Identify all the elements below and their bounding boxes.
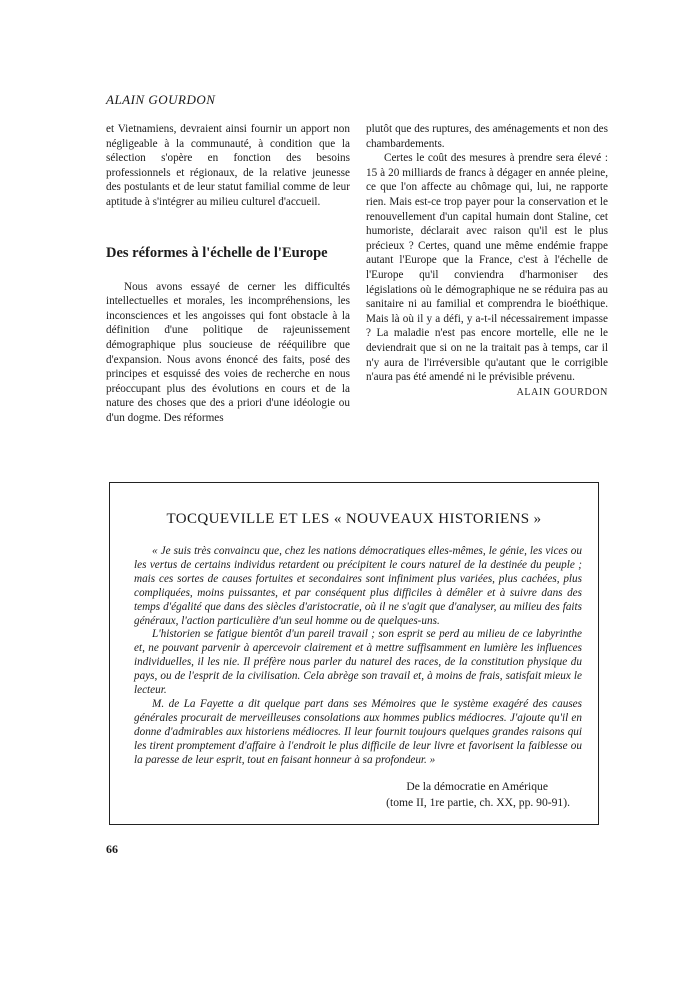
article-paragraph: Nous avons essayé de cerner les difficultés intellectuelles et morales, les incompréhensions, les inconsciences et les angoisses qui font obstacle à la définition d'une politique de rajeunissement démographique plus soucieuse de rééquilibre que d'expansion. Nous avons énoncé des faits, posé des principes et esquissé des voies de recherche en nous préoccupant plus des évolutions en cours et de la nature des choses que des a priori d'une idéologie ou d'un dogme. Des réformes (106, 280, 350, 424)
article-paragraph: plutôt que des ruptures, des aménagements et non des chambardements. (366, 123, 608, 150)
article-signature: ALAIN GOURDON (516, 386, 608, 398)
quote-paragraph: « Je suis très convaincu que, chez les nations démocratiques elles-mêmes, le génie, les vices ou les vertus de certains individus retardent ou précipitent le cours naturel de la destinée du peuple ; mais ces sortes de causes fortuites et secondaires sont infiniment plus variées, plus cachées, plus compliquées, moins puissantes, et par conséquent plus difficiles à démêler et à suivre dans des temps d'égalité que dans des siècles d'aristocratie, où il ne s'agit que d'analyser, au milieu des faits généraux, l'action particulière d'un seul homme ou de quelques-uns. (134, 545, 582, 627)
article-left-column (106, 122, 350, 426)
article-paragraph: et Vietnamiens, devraient ainsi fournir un apport non négligeable à la communauté, à condition que la sélection s'opère en fonction des besoins professionnels et régionaux, de la relative jeunesse des postulants et de leur statut familial comme de leur aptitude à s'intégrer au milieu culturel d'accueil. (106, 123, 350, 208)
quote-source-title: De la démocratie en Amérique (406, 780, 548, 793)
quote-box-title: TOCQUEVILLE ET LES « NOUVEAUX HISTORIENS » (166, 511, 542, 527)
quote-source-reference: (tome II, 1re partie, ch. XX, pp. 90-91). (386, 795, 570, 809)
article-paragraph: Certes le coût des mesures à prendre sera élevé : 15 à 20 milliards de francs à dégager en année pleine, ce que l'on affecte au chômage qui, lui, ne rapporte rien. Mais est-ce trop payer pour la conservation et le renouvellement d'un capital humain dont Staline, cet humoriste, déclarait avec raison qu'il est le plus précieux ? Certes, quand une même endémie frappe autant l'Europe que la France, c'est à l'échelle de l'Europe qu'il conviendra d'harmoniser des législations où le démographique ne se réduira pas au sanitaire ni au familial et comprendra le bioéthique. Mais là où il y a défi, y a-t-il nécessairement impasse ? La maladie n'est pas encore mortelle, elle ne le deviendrait que si on ne la traitait pas à temps, car il n'y aura de l'irréversible qu'autant que le corrigible n'aura pas été amendé ni le prévisible prévenu. (366, 152, 608, 384)
quote-box (109, 482, 599, 825)
quote-paragraph: L'historien se fatigue bientôt d'un pareil travail ; son esprit se perd au milieu de ce labyrinthe et, ne pouvant parvenir à apercevoir clairement et à mettre suffisamment en lumière les influences individuelles, il les nie. Il préfère nous parler du naturel des races, de la constitution physique du pays, ou de l'esprit de la civilisation. Cela abrège son travail et, à moins de frais, satisfait mieux le lecteur. (134, 628, 582, 697)
quote-paragraph: M. de La Fayette a dit quelque part dans ses Mémoires que le système exagéré des causes générales procurait de merveilleuses consolations aux hommes publics médiocres. J'ajoute qu'il en donne d'admirables aux historiens médiocres. Il leur fournit toujours quelques grandes raisons qui les tirent promptement d'affaire à l'endroit le plus difficile de leur livre et favorisent la faiblesse ou la paresse de leur esprit, tout en faisant honneur à sa profondeur. » (134, 697, 582, 766)
page-number: 66 (106, 842, 118, 856)
running-head-author: ALAIN GOURDON (106, 92, 216, 107)
quote-body (134, 545, 582, 768)
section-title: Des réformes à l'échelle de l'Europe (106, 244, 328, 261)
article-right-column (366, 122, 608, 400)
quote-source (386, 779, 570, 810)
